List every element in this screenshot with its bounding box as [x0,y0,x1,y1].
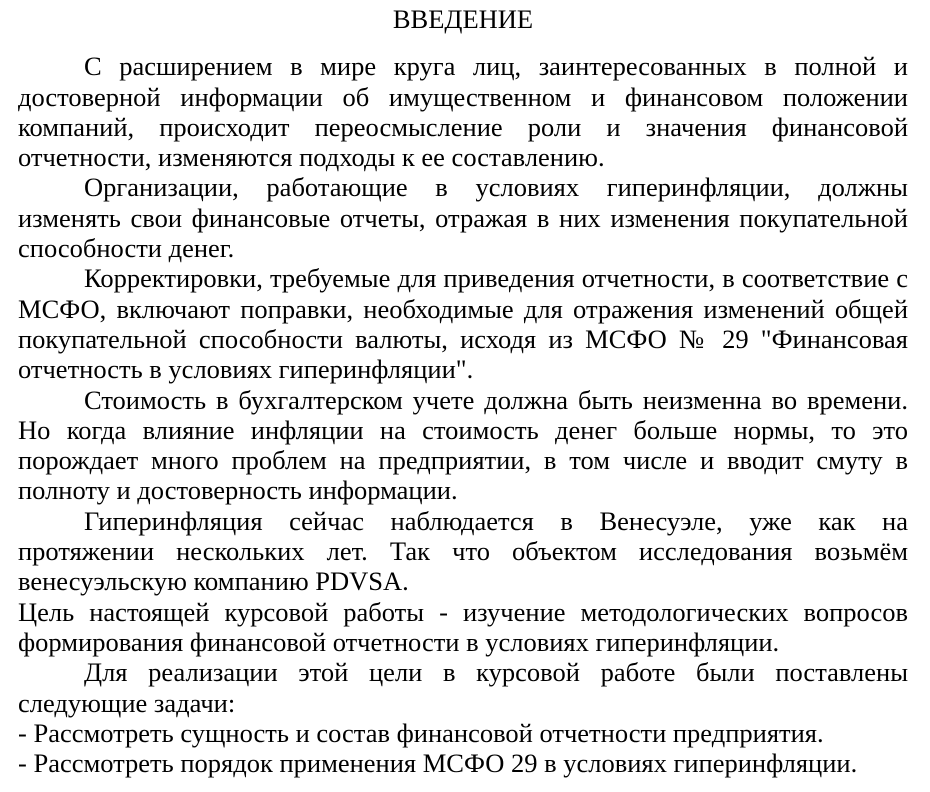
paragraph-accounting-value: Стоимость в бухгалтерском учете должна быть неизменна во времени. Но когда влияние инфляции на стоимость денег больше нормы, то это порождает много проблем на предприятии, в том числе и вводит смуту в полноту и достоверность информации. [18,384,908,506]
task-item-2: - Рассмотреть порядок применения МСФО 29 в условиях гиперинфляции. [18,748,858,779]
page-title: ВВЕДЕНИЕ [392,4,534,34]
paragraph-intro: С расширением в мире круга лиц, заинтересованных в полной и достоверной информации об имущественном и финансовом положении компаний, происходит переосмысление роли и значения финансовой отчетности, изменяются подходы к ее составлению. [18,51,908,173]
paragraph-adjustments: Корректировки, требуемые для приведения отчетности, в соответствие с МСФО, включают поправки, необходимые для отражения изменений общей покупательной способности валюты, исходя из МСФО № 29 "Финансовая отчетность в условиях гиперинфляции". [18,263,908,385]
task-item-1: - Рассмотреть сущность и состав финансовой отчетности предприятия. [18,717,824,748]
paragraph-goal: Цель настоящей курсовой работы - изучение методологических вопросов формирования финансовой отчетности в условиях гиперинфляции. [18,596,908,657]
paragraph-venezuela: Гиперинфляция сейчас наблюдается в Венесуэле, уже как на протяжении нескольких лет. Так что объектом исследования возьмём венесуэльскую компанию PDVSA. [18,505,908,597]
paragraph-tasks-intro: Для реализации этой цели в курсовой работе были поставлены следующие задачи: [18,657,908,718]
paragraph-organizations: Организации, работающие в условиях гиперинфляции, должны изменять свои финансовые отчеты, отражая в них изменения покупательной способности денег. [18,172,908,264]
